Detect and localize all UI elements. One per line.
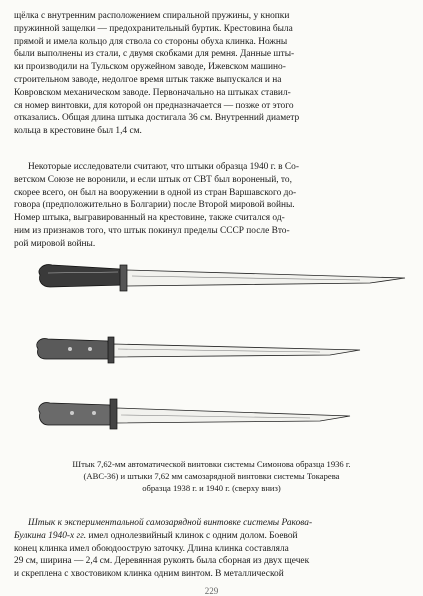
text-line: отказались. Общая длина штыка достигала 36 см. Внутренний диаметр bbox=[14, 113, 300, 124]
text-line: ним из признаков того, что штык покинул пределы СССР после Вто- bbox=[14, 225, 290, 236]
text-line: щёлка с внутренним расположением спиральной пружины, у кнопки bbox=[14, 11, 290, 21]
bayonet-1938-drawing bbox=[37, 337, 360, 363]
caption-line: Штык 7,62-мм автоматической винтовки системы Симонова образца 1936 г. bbox=[72, 459, 351, 469]
caption-line: (АВС-36) и штыки 7,62 мм самозарядной винтовки системы Токарева bbox=[83, 470, 340, 481]
italic-heading: Штык к экспериментальной самозарядной винтовке системы Ракова- bbox=[28, 518, 313, 528]
text-line: конец клинка имел обоюдоострую заточку. Длина клинка составляла bbox=[14, 543, 289, 554]
text-line: ся номер винтовки, для которой он предназначается — позже от этого bbox=[14, 100, 294, 111]
text-line bbox=[14, 530, 414, 543]
text-line: прямой и имела кольцо для ствола со стороны обуха клинка. Ножны bbox=[14, 36, 288, 47]
text-line: ветском Союзе не воронили, и если штык от СВТ был вороненый, то, bbox=[14, 174, 292, 185]
bayonets-illustration bbox=[0, 255, 423, 455]
text-line bbox=[14, 517, 414, 530]
text-line: рой мировой войны. bbox=[14, 238, 96, 249]
text-line: Ковровском механическом заводе. Первоначально на штыках ставил- bbox=[14, 87, 291, 98]
italic-heading: Булкина 1940-х гг. bbox=[14, 530, 87, 541]
paragraph-rakov-bulkin bbox=[14, 517, 414, 581]
text-line: пружинной защелки — предохранительный буртик. Крестовина была bbox=[14, 23, 293, 34]
text-line: 29 см, ширина — 2,4 см. Деревянная рукоять была сборная из двух щечек bbox=[14, 556, 310, 567]
text-line: были выполнены из стали, с двумя скобками для ремня. Данные шты- bbox=[14, 49, 295, 60]
figure-caption bbox=[14, 459, 409, 494]
text-line: говора (предположительно в Болгарии) после Второй мировой войны. bbox=[14, 200, 295, 211]
paragraph-scabbard-production bbox=[14, 10, 414, 138]
text-fragment: имел однолезвийный клинок с одним долом. Боевой bbox=[86, 530, 298, 541]
text-line: ки производили на Тульском оружейном заводе, Ижевском машино- bbox=[14, 62, 286, 73]
text-line: кольца в крестовине был 1,4 см. bbox=[14, 126, 142, 137]
text-line: Номер штыка, выгравированный на крестовине, также считался од- bbox=[14, 213, 285, 224]
caption-line: образца 1938 г. и 1940 г. (сверху вниз) bbox=[142, 482, 281, 493]
text-line: скорее всего, он был на вооружении в одной из стран Варшавского до- bbox=[14, 187, 297, 198]
text-line: и скреплена с хвостовиком клинка одним винтом. В металлической bbox=[14, 569, 284, 580]
text-line: строительном заводе, недолгое время штык также выпускался и на bbox=[14, 74, 282, 85]
bayonet-avs36-drawing bbox=[39, 265, 405, 291]
paragraph-bluing-research bbox=[14, 161, 414, 251]
text-line: Некоторые исследователи считают, что штыки образца 1940 г. в Со- bbox=[28, 162, 299, 172]
page-number: 229 bbox=[204, 586, 219, 596]
bayonet-1940-drawing bbox=[39, 399, 350, 429]
